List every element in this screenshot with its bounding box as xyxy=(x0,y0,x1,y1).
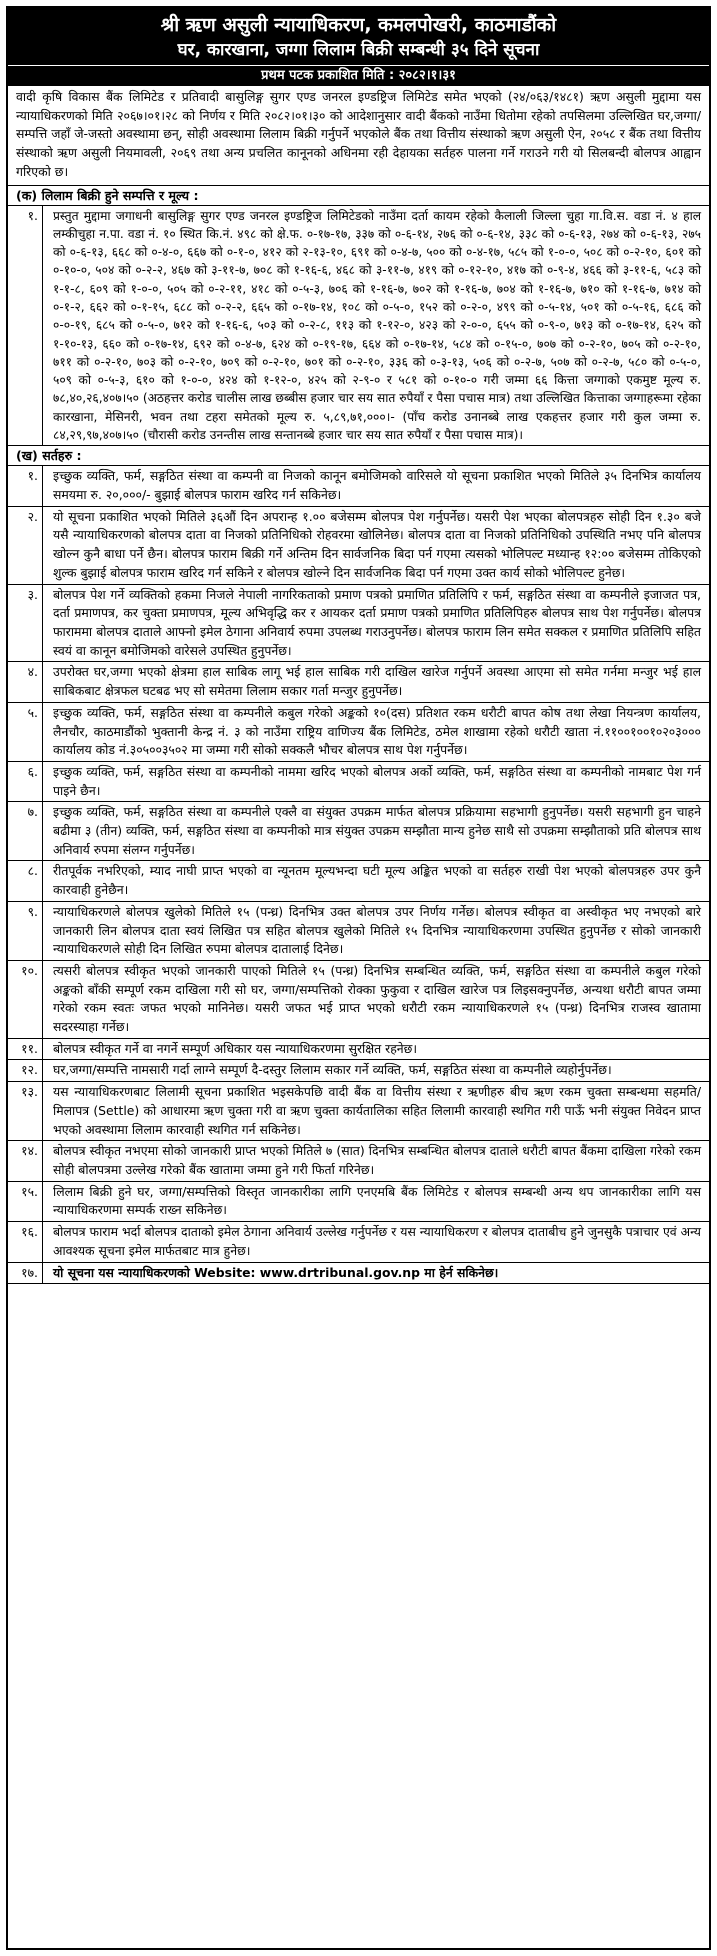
item-text: इच्छुक व्यक्ति, फर्म, सङ्गठित संस्था वा कम्पनीको नाममा खरिद भएको बोलपत्र अर्को व्यक्ति, फर्म, सङ्गठित संस्था वा कम्पनीको नामबाट पेश गर्न पाइने छैन। xyxy=(42,762,709,801)
item-number: १७. xyxy=(21,1264,38,1280)
intro-paragraph: वादी कृषि विकास बैंक लिमिटेड र प्रतिवादी बासुलिङ्ग सुगर एण्ड जनरल इण्डष्ट्रिज लिमिटेड समेत भएको (२४/०६३/१४८१) ऋण असुली मुद्दामा यस न्यायाधिकरणको मिति २०६७।०१।२८ को निर्णय र मिति २०८२।०१।३० को आदेशानुसार वादी बैंकको नाउँमा धितोमा रहेको तपसिलमा उल्लिखित घर,जग्गा/सम्पत्ति जहाँ जे-जस्तो अवस्थामा छन्, सोही अवस्थामा लिलाम बिक्री गर्नुपर्ने भएकोले बैंक तथा वित्तीय संस्थाको ऋण असुली ऐन, २०५८ र बैंक तथा वित्तीय संस्थाको ऋण असुली नियमावली, २०६९ तथा अन्य प्रचलित कानूनको अधिनमा रही देहायका सर्तहरु पालना गर्ने गराउने गरी यो सिलबन्दी बोलपत्र आह्वान गरिएको छ। xyxy=(8,86,709,186)
item-text: यस न्यायाधिकरणबाट लिलामी सूचना प्रकाशित भइसकेपछि वादी बैंक वा वित्तीय संस्था र ऋणीहरु बीच ऋण रकम चुक्ता सम्बन्धमा सहमति/मिलापत्र (Settle) को आधारमा ऋण चुक्ता गरी वा ऋण चुक्ता कार्यतालिका सहित लिलामी कारवाही स्थगित गरी पाऊँ भनी संयुक्त निवेदन प्राप्त भएको अवस्थामा लिलाम कारवाही स्थगित गर्न सकिनेछ। xyxy=(42,1082,709,1140)
item-text: बोलपत्र फाराम भर्दा बोलपत्र दाताको इमेल ठेगाना अनिवार्य उल्लेख गर्नुपर्नेछ र यस न्यायाधिकरण र बोलपत्र दाताबीच हुने जुनसुकै पत्राचार एवं अन्य आवश्यक सूचना इमेल मार्फतबाट मात्र हुनेछ। xyxy=(42,1222,709,1261)
condition-item-15 xyxy=(8,1182,709,1222)
condition-item-6 xyxy=(8,762,709,802)
item-text: प्रस्तुत मुद्दामा जगाधनी बासुलिङ्ग सुगर एण्ड जनरल इण्डष्ट्रिज लिमिटेडको नाउँमा दर्ता कायम रहेको कैलाली जिल्ला चुहा गा.वि.स. वडा नं. ४ हाल लम्कीचुहा न.पा. वडा नं. १० स्थित कि.नं. ४९८ को क्षे.फ. ०-१७-१७, ३३७ को ०-६-१४, २७६ को ०-६-१४, ३३८ को ०-६-१३, २७४ को ०-६-१३, २७५ को ०-६-१३, ६६८ को ०-४-०, ६६७ को ०-१-०, ४१२ को २-१३-१०, ६९१ को ०-४-७, ५०० को ०-४-१७, ५८५ को १-०-०, ५०८ को ०-२-१०, ६०१ को ०-१०-०, ५०४ को ०-२-२, ४६७ को ३-११-७, ७०८ को १-१६-६, ४६८ को ३-११-७, ४१९ को ०-१२-१०, ४१७ को ०-९-४, ४६६ को ३-११-६, ५८३ को १-१-८, ६०९ को १-०-०, ५०५ को ०-२-११, ४१८ को ०-५-३, ७०६ को १-१६-७, ७०२ को १-१६-७, ७०४ को १-१६-७, ७१० को १-१६-७, ७१४ को ०-१-२, ६६२ को ०-१-१५, ६८८ को ०-२-२, ६६५ को ०-१७-१४, १०८ को ०-५-०, १५२ को ०-२-०, ४९९ को ०-५-१४, ५०१ को ०-५-१६, ६८६ को ०-०-१९, ६८५ को ०-५-०, ७१२ को १-१६-६, ५०३ को ०-२-८, ११३ को १-१२-०, ४२३ को २-०-०, ६५५ को ०-९-०, ७१३ को ०-१७-१४, ६२५ को १-१०-१३, ६६० को ०-१७-१४, ६९२ को ०-४-७, ६२४ को ०-१९-१७, ६६४ को ०-१७-१४, ५८४ को ०-१५-०, ७०७ को ०-२-१०, ७०५ को ०-२-१०, ७११ को ०-२-१०, ७०३ को ०-२-१०, ७०९ को ०-२-१०, ७०१ को ०-२-१०, ३३६ को ०-३-१३, ५०६ को ०-२-७, ५०७ को ०-२-७, ५८० को ०-५-०, ५०९ को ०-५-३, ६१० को १-०-०, ४२४ को १-१२-०, ४२५ को २-९-० र ५८१ को ०-१०-० गरी जम्मा ६६ कित्ता जग्गाको एकमुष्ट मूल्य रु. ७८,४०,२६,४०७।५० (अठहत्तर करोड चालीस लाख छब्बीस हजार चार सय सात रुपैयाँ र पैसा पचास मात्र) तथा उल्लिखित कित्ताका जग्गाहरूमा रहेका कारखाना, मेसिनरी, भवन तथा टहरा समेतको मूल्य रु. ५,८९,७१,०००।- (पाँच करोड उनानब्बे लाख एकहत्तर हजार गरी कुल जम्मा रु. ८४,२९,९७,४०७।५० (चौरासी करोड उनन्तीस लाख सन्तानब्बे हजार चार सय सात रुपैयाँ र पैसा पचास मात्र)। xyxy=(42,206,709,446)
item-text: लिलाम बिक्री हुने घर, जग्गा/सम्पत्तिको विस्तृत जानकारीका लागि एनएमबि बैंक लिमिटेड र बोलपत्र सम्बन्धी अन्य थप जानकारीका लागि यस न्यायाधिकरणमा सम्पर्क राख्न सकिनेछ। xyxy=(42,1182,709,1221)
item-number: १०. xyxy=(21,962,38,978)
condition-item-2 xyxy=(8,507,709,585)
condition-item-1 xyxy=(8,466,709,506)
condition-item-8 xyxy=(8,861,709,901)
item-number: ४. xyxy=(27,664,38,680)
item-number: ११. xyxy=(21,1040,38,1056)
item-text: इच्छुक व्यक्ति, फर्म, सङ्गठित संस्था वा कम्पनीले एक्लै वा संयुक्त उपक्रम मार्फत बोलपत्र प्रक्रियामा सहभागी हुनुपर्नेछ। यसरी सहभागी हुन चाहने बढीमा ३ (तीन) व्यक्ति, फर्म, सङ्गठित संस्था वा कम्पनीको मात्र संयुक्त उपक्रम सम्झौता मान्य हुनेछ साथै सो उपक्रमा सम्झौताको प्रति बोलपत्र साथ अनिवार्य रुपमा संलग्न गर्नुपर्नेछ। xyxy=(42,802,709,860)
condition-item-11 xyxy=(8,1039,709,1061)
website-notice: यो सूचना यस न्यायाधिकरणको Website: www.drtribunal.gov.np मा हेर्न सकिनेछ। xyxy=(42,1263,709,1284)
condition-item-3 xyxy=(8,585,709,663)
item-number: १३. xyxy=(21,1084,38,1100)
item-number: ६. xyxy=(27,763,38,779)
item-text: त्यसरी बोलपत्र स्वीकृत भएको जानकारी पाएको मितिले १५ (पन्ध्र) दिनभित्र सम्बन्धित व्यक्ति, फर्म, सङ्गठित संस्था वा कम्पनीले कबुल गरेको अङ्कको बाँकी सम्पूर्ण रकम दाखिला गरी सो घर, जग्गा/सम्पत्तिको रोक्का फुकुवा र दाखिल खारेज पत्र लिइसक्नुपर्नेछ, अन्यथा धरौटी बापत जम्मा गरेको रकम स्वतः जफत भएको मानिनेछ। यसरी जफत भई प्राप्त भएको धरौटी रकम न्यायाधिकरणले १५ (पन्ध्र) दिनभित्र राजस्व खातामा सदरस्याहा गर्नेछ। xyxy=(42,961,709,1038)
item-number: १. xyxy=(27,468,38,484)
condition-item-9 xyxy=(8,902,709,961)
item-text: घर,जग्गा/सम्पत्ति नामसारी गर्दा लाग्ने सम्पूर्ण दै-दस्तुर लिलाम सकार गर्ने व्यक्ति, फर्म, सङ्गठित संस्था वा कम्पनीले व्यहोर्नुपर्नेछ। xyxy=(42,1060,709,1081)
item-number: १. xyxy=(27,207,38,223)
item-text: न्यायाधिकरणले बोलपत्र खुलेको मितिले १५ (पन्ध्र) दिनभित्र उक्त बोलपत्र उपर निर्णय गर्नेछ। बोलपत्र स्वीकृत वा अस्वीकृत भए नभएको बारे जानकारी लिन बोलपत्र दाता स्वयं लिखित पत्र सहित बोलपत्र खुलेको मितिले १५ दिनभित्र न्यायाधिकरणमा उपस्थित हुनुपर्नेछ र सोको जानकारी न्यायाधिकरणले सोही दिन लिखित रुपमा बोलपत्र दातालाई दिनेछ। xyxy=(42,902,709,960)
item-number: ५. xyxy=(27,704,38,720)
notice-title-line2: घर, कारखाना, जग्गा लिलाम बिक्री सम्बन्धी ३५ दिने सूचना xyxy=(177,40,540,60)
item-text: बोलपत्र स्वीकृत नभएमा सोको जानकारी प्राप्त भएको मितिले ७ (सात) दिनभित्र सम्बन्धित बोलपत्र दाताले धरौटी बापत बैंकमा दाखिला गरेको रकम सोही बोलपत्रमा उल्लेख गरेको बैंक खातामा जम्मा हुने गरी फिर्ता गरिनेछ। xyxy=(42,1141,709,1180)
item-number: १६. xyxy=(21,1224,38,1240)
condition-item-7 xyxy=(8,802,709,861)
notice-title-line1: श्री ऋण असुली न्यायाधिकरण, कमलपोखरी, काठमाडौंको xyxy=(160,14,557,36)
section-kha-heading: (ख) सर्तहरु : xyxy=(8,446,709,466)
notice-frame xyxy=(6,6,711,1950)
item-number: १४. xyxy=(21,1143,38,1159)
item-number: १२. xyxy=(21,1062,38,1078)
condition-item-16 xyxy=(8,1222,709,1262)
condition-item-5 xyxy=(8,703,709,762)
item-number: २. xyxy=(27,508,38,524)
condition-item-4 xyxy=(8,662,709,702)
section-ka-heading: (क) लिलाम बिक्री हुने सम्पत्ति र मूल्य : xyxy=(8,186,709,206)
condition-item-12 xyxy=(8,1060,709,1082)
condition-item-14 xyxy=(8,1141,709,1181)
item-number: १५. xyxy=(21,1183,38,1199)
item-text: इच्छुक व्यक्ति, फर्म, सङ्गठित संस्था वा कम्पनी वा निजको कानून बमोजिमको वारिसले यो सूचना प्रकाशित भएको मितिले ३५ दिनभित्र कार्यालय समयमा रु. २०,०००/- बुझाई बोलपत्र फाराम खरिद गर्न सकिनेछ। xyxy=(42,466,709,505)
condition-item-17 xyxy=(8,1263,709,1285)
item-text: उपरोक्त घर,जग्गा भएको क्षेत्रमा हाल साबिक लागू भई हाल साबिक गरी दाखिल खारेज गर्नुपर्ने अवस्था आएमा सो समेत गर्नमा मन्जुर भई हाल साबिकबाट क्षेत्रफल घटबढ भए सो समेतमा लिलाम सकार गर्ता मन्जुर हुनुपर्नेछ। xyxy=(42,662,709,701)
item-text: यो सूचना प्रकाशित भएको मितिले ३६औं दिन अपरान्ह १.०० बजेसम्म बोलपत्र पेश गर्नुपर्नेछ। यसरी पेश भएका बोलपत्रहरु सोही दिन १.३० बजे यसै न्यायाधिकरणको बोलपत्र दाता वा निजको प्रतिनिधिको रोहवरमा खोलिनेछ। बोलपत्र दाता वा निजको प्रतिनिधिको उपस्थिति नभए पनि बोलपत्र खोल्न कुनै बाधा पर्ने छैन। बोलपत्र फाराम बिक्री गर्ने अन्तिम दिन सार्वजनिक बिदा पर्न गएमा त्यसको भोलिपल्ट मध्यान्ह १२:०० बजेसम्म तोकिएको शुल्क बुझाई बोलपत्र फाराम खरिद गर्न सकिने र बोलपत्र खोल्ने दिन सार्वजनिक बिदा पर्न गएमा उक्त कार्य सोको भोलिपल्ट हुनेछ। xyxy=(42,507,709,584)
condition-item-13 xyxy=(8,1082,709,1141)
item-number: ८. xyxy=(27,863,38,879)
publish-date: प्रथम पटक प्रकाशित मिति : २०८२।१।३१ xyxy=(8,65,709,86)
condition-item-10 xyxy=(8,961,709,1039)
item-number: ९. xyxy=(27,903,38,919)
property-item xyxy=(8,206,709,447)
item-number: ७. xyxy=(27,804,38,820)
notice-header xyxy=(8,8,709,65)
item-number: ३. xyxy=(27,586,38,602)
item-text: रीतपूर्वक नभरिएको, म्याद नाघी प्राप्त भएको वा न्यूनतम मूल्यभन्दा घटी मूल्य अङ्कित भएको वा सर्तहरु राखी पेश भएको बोलपत्रहरु उपर कुनै कारवाही हुनेछैन। xyxy=(42,861,709,900)
item-text: बोलपत्र स्वीकृत गर्ने वा नगर्ने सम्पूर्ण अधिकार यस न्यायाधिकरणमा सुरक्षित रहनेछ। xyxy=(42,1039,709,1060)
item-text: बोलपत्र पेश गर्ने व्यक्तिको हकमा निजले नेपाली नागरिकताको प्रमाण पत्रको प्रमाणित प्रतिलिपि र फर्म, सङ्गठित संस्था वा कम्पनीले इजाजत पत्र, दर्ता प्रमाणपत्र, कर चुक्ता प्रमाणपत्र, मूल्य अभिवृद्धि कर र आयकर दर्ता प्रमाण पत्रको प्रमाणित प्रतिलिपिहरु बोलपत्र साथ पेश गर्नुपर्नेछ। बोलपत्र फाराममा बोलपत्र दाताले आफ्नो इमेल ठेगाना अनिवार्य रुपमा उपलब्ध गराउनुपर्नेछ। बोलपत्र फाराम लिन समेत सक्कल र प्रमाणित प्रतिलिपि सहित स्वयं वा कानून बमोजिमको वारेसले उपस्थित हुनुपर्नेछ। xyxy=(42,585,709,662)
item-text: इच्छुक व्यक्ति, फर्म, सङ्गठित संस्था वा कम्पनीले कबुल गरेको अङ्कको १०(दस) प्रतिशत रकम धरौटी बापत कोष तथा लेखा नियन्त्रण कार्यालय, लैनचौर, काठमाडौंको भुक्तानी केन्द्र नं. ३ को नाउँमा राष्ट्रिय वाणिज्य बैंक लिमिटेड, ठमेल शाखामा रहेको धरौटी खाता नं.११००१००१०२०३००० कार्यालय कोड नं.३०५००३५०२ मा जम्मा गरी सोको सक्कलै भौचर बोलपत्र साथ पेश गर्नुपर्नेछ। xyxy=(42,703,709,761)
